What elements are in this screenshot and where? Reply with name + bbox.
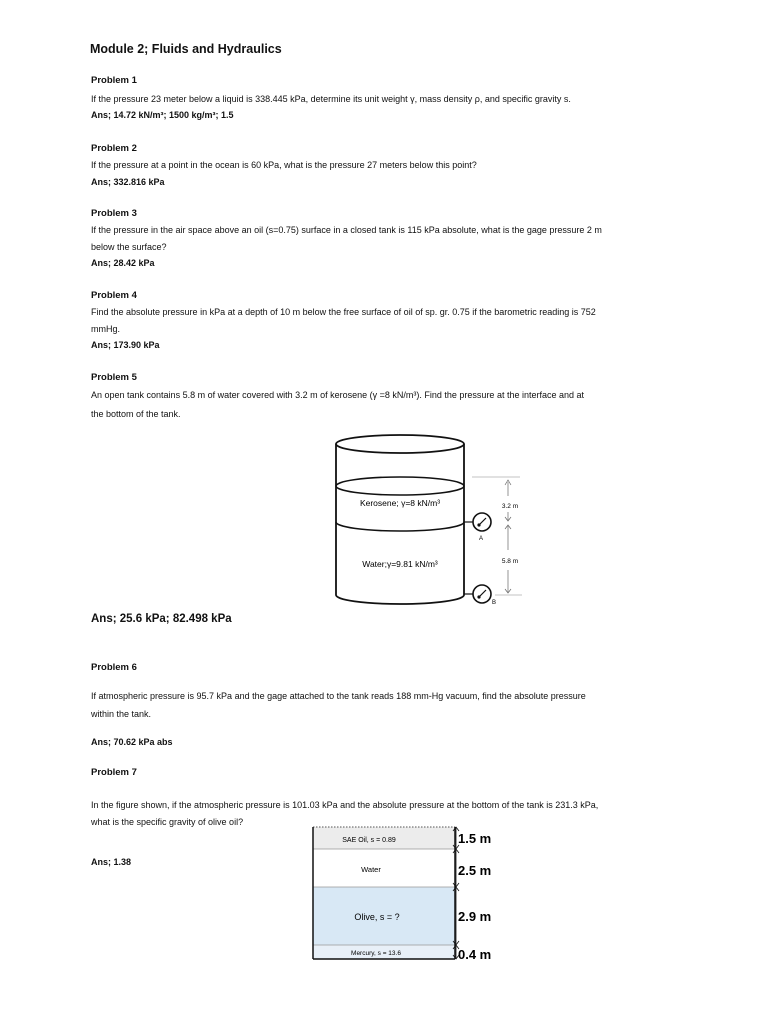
problem-6-text-line1: If atmospheric pressure is 95.7 kPa and the gage attached to the tank reads 188 mm-Hg vacuum, find the absolute pressure: [91, 691, 586, 701]
problem-7-text-line2: what is the specific gravity of olive oil?: [91, 817, 244, 827]
problem-4-answer: Ans; 173.90 kPa: [91, 340, 160, 350]
problem-1-answer: Ans; 14.72 kN/m³; 1500 kg/m³; 1.5: [91, 110, 234, 120]
problem-1-heading: Problem 1: [91, 75, 137, 86]
problem-2-heading: Problem 2: [91, 143, 137, 154]
problem-2-text: If the pressure at a point in the ocean is 60 kPa, what is the pressure 27 meters below this point?: [91, 160, 477, 170]
problem-6-text-line2: within the tank.: [91, 709, 152, 719]
dim-0-4m: 0.4 m: [458, 947, 492, 962]
point-b-label: B: [491, 600, 497, 606]
mercury-label: Mercury, s = 13.6: [351, 950, 401, 957]
dim-3-2m: 3.2 m: [501, 503, 519, 510]
problem-5-heading: Problem 5: [91, 372, 137, 383]
problem-7-text-line1: In the figure shown, if the atmospheric pressure is 101.03 kPa and the absolute pressure at the bottom of the tank is 231.3 kPa,: [91, 800, 599, 810]
water-layer-label: Water: [361, 865, 381, 874]
problem-2-answer: Ans; 332.816 kPa: [91, 177, 165, 187]
problem-7-heading: Problem 7: [91, 767, 137, 778]
olive-label: Olive, s = ?: [354, 912, 400, 922]
problem-5-answer: Ans; 25.6 kPa; 82.498 kPa: [91, 613, 232, 625]
problem-6-heading: Problem 6: [91, 662, 137, 673]
kerosene-surface: [336, 477, 464, 495]
sae-oil-label: SAE Oil, s = 0.89: [342, 837, 396, 844]
problem-7-answer: Ans; 1.38: [91, 857, 132, 867]
problem-3-text-line2: below the surface?: [91, 242, 167, 252]
dim-2-5m: 2.5 m: [458, 863, 492, 878]
problem-4-text-line1: Find the absolute pressure in kPa at a depth of 10 m below the free surface of oil of sp. gr. 0.75 if the barometric reading is 752: [91, 307, 596, 317]
water-label: Water;γ=9.81 kN/m³: [362, 559, 438, 569]
problem-6-answer: Ans; 70.62 kPa abs: [91, 737, 173, 747]
dim-5-8m: 5.8 m: [501, 558, 519, 565]
tank-top-rim: [336, 435, 464, 453]
problem-5-text-line1: An open tank contains 5.8 m of water covered with 3.2 m of kerosene (γ =8 kN/m³). Find the pressure at the interface and at: [91, 390, 585, 400]
problem-3-text-line1: If the pressure in the air space above an oil (s=0.75) surface in a closed tank is 115 kPa absolute, what is the gage pressure 2 m: [91, 225, 602, 235]
dim-1-5m: 1.5 m: [458, 831, 492, 846]
problem-4-heading: Problem 4: [91, 290, 137, 301]
water-layer: [313, 849, 455, 887]
kerosene-water-tank-figure: [330, 430, 530, 620]
problem-3-answer: Ans; 28.42 kPa: [91, 258, 155, 268]
dim-2-9m: 2.9 m: [458, 909, 492, 924]
interface-line: [336, 522, 464, 531]
problem-3-heading: Problem 3: [91, 208, 137, 219]
problem-4-text-line2: mmHg.: [91, 324, 120, 334]
point-a-label: A: [478, 536, 484, 542]
kerosene-label: Kerosene; γ=8 kN/m³: [359, 498, 441, 508]
page-title: Module 2; Fluids and Hydraulics: [90, 42, 282, 56]
problem-5-text-line2: the bottom of the tank.: [91, 409, 181, 419]
layered-tank-figure: [310, 823, 510, 973]
tank-bottom: [336, 595, 464, 604]
problem-1-text: If the pressure 23 meter below a liquid is 338.445 kPa, determine its unit weight γ, mass density ρ, and specific gravity s.: [91, 94, 571, 104]
